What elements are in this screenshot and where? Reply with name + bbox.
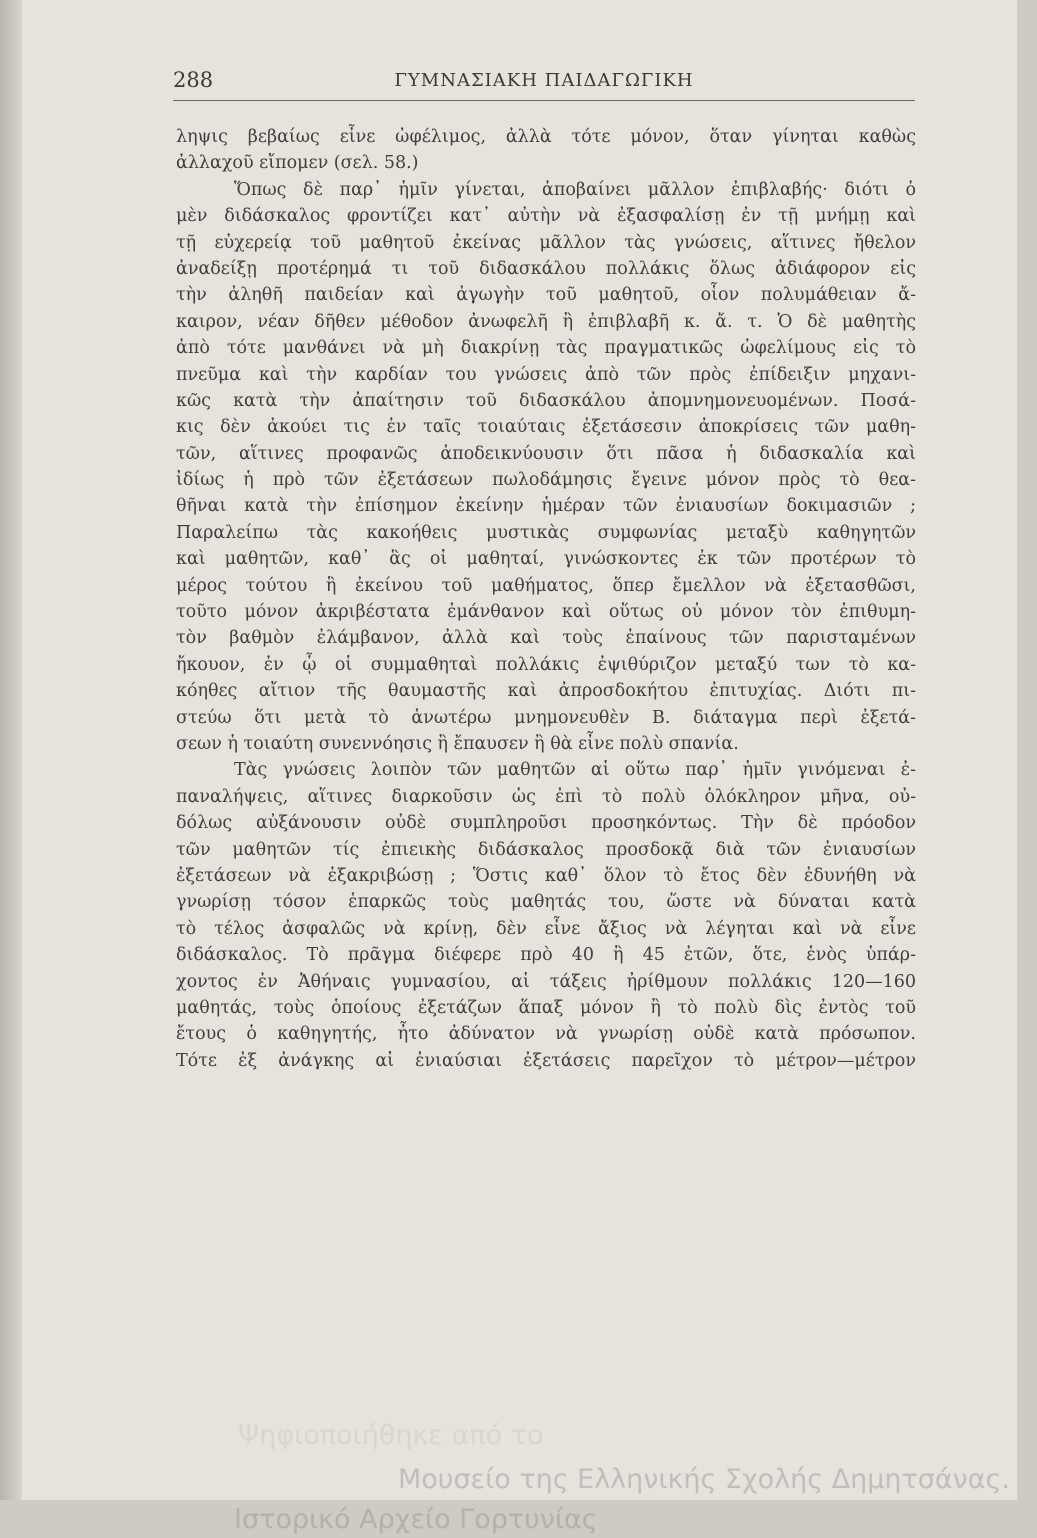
text-line: διδάσκαλος. Τὸ πρᾶγμα διέφερε πρὸ 40 ἢ 45 ἐτῶν, ὅτε, ἑνὸς ὑπάρ- xyxy=(176,945,916,966)
text-line: ἐξετάσεων νὰ ἐξακριβώσῃ ; Ὅστις καθ᾽ ὅλον τὸ ἔτος δὲν ἐδυνήθη νὰ xyxy=(176,865,916,886)
text-line: κις δὲν ἀκούει τις ἐν ταῖς τοιαύταις ἐξετάσεσιν ἀποκρίσεις τῶν μαθη- xyxy=(176,417,916,438)
text-line: καιρον, νέαν δῆθεν μέθοδον ἀνωφελῆ ἢ ἐπιβλαβῆ κ. ἄ. τ. Ὁ δὲ μαθητὴς xyxy=(176,311,916,332)
text-line: κῶς κατὰ τὴν ἀπαίτησιν τοῦ διδασκάλου ἀπομνημονευομένων. Ποσά- xyxy=(176,390,916,411)
body-text xyxy=(176,124,916,1074)
page-number: 288 xyxy=(173,68,214,92)
text-line: Ὅπως δὲ παρ᾽ ἡμῖν γίνεται, ἀποβαίνει μᾶλλον ἐπιβλαβής· διότι ὁ xyxy=(234,179,916,200)
text-line: τῶν μαθητῶν τίς ἐπιεικὴς διδάσκαλος προσδοκᾷ διὰ τῶν ἐνιαυσίων xyxy=(176,839,916,860)
running-title: ΓΥΜΝΑΣΙΑΚΗ ΠΑΙΔΑΓΩΓΙΚΗ xyxy=(394,70,694,91)
watermark xyxy=(190,1418,1010,1538)
text-line: θῆναι κατὰ τὴν ἐπίσημον ἐκείνην ἡμέραν τῶν ἐνιαυσίων δοκιμασιῶν ; xyxy=(176,496,916,517)
watermark-line-3: Ιστορικό Αρχείο Γορτυνίας xyxy=(234,1504,598,1535)
watermark-line-2: Μουσείο της Ελληνικής Σχολής Δημητσάνας. xyxy=(397,1464,1010,1495)
text-line: σεων ἡ τοιαύτη συνεννόησις ἢ ἔπαυσεν ἢ θὰ εἶνε πολὺ σπανία. xyxy=(176,733,739,754)
text-line: παναλήψεις, αἵτινες διαρκοῦσιν ὡς ἐπὶ τὸ πολὺ ὁλόκληρον μῆνα, οὐ- xyxy=(176,786,916,807)
text-line: ἀναδείξῃ προτέρημά τι τοῦ διδασκάλου πολλάκις ὅλως ἀδιάφορον εἰς xyxy=(176,258,916,279)
text-line: μέρος τούτου ἢ ἐκείνου τοῦ μαθήματος, ὅπερ ἔμελλον νὰ ἐξετασθῶσι, xyxy=(176,575,916,596)
text-line: γνωρίσῃ τόσον ἐπαρκῶς τοὺς μαθητάς του, ὥστε νὰ δύναται κατὰ xyxy=(176,892,916,913)
text-line: ἀλλαχοῦ εἴπομεν (σελ. 58.) xyxy=(176,153,419,174)
text-line: μὲν διδάσκαλος φροντίζει κατ᾽ αὐτὴν νὰ ἐξασφαλίσῃ ἐν τῇ μνήμῃ καὶ xyxy=(176,206,916,227)
text-line: Παραλείπω τὰς κακοήθεις μυστικὰς συμφωνίας μεταξὺ καθηγητῶν xyxy=(176,522,916,543)
text-line: δόλως αὐξάνουσιν οὐδὲ συμπληροῦσι προσηκόντως. Τὴν δὲ πρόοδον xyxy=(176,813,916,834)
watermark-line-1: Ψηφιοποιήθηκε από το xyxy=(238,1420,544,1451)
text-line: Τὰς γνώσεις λοιπὸν τῶν μαθητῶν αἱ οὕτω παρ᾽ ἡμῖν γινόμεναι ἐ- xyxy=(234,760,916,781)
text-line: ἀπὸ τότε μανθάνει νὰ μὴ διακρίνῃ τὰς πραγματικῶς ὠφελίμους εἰς τὸ xyxy=(176,338,916,359)
page-edge xyxy=(0,0,22,1500)
text-line: Τότε ἐξ ἀνάγκης αἱ ἐνιαύσιαι ἐξετάσεις παρεῖχον τὸ μέτρον—μέτρον xyxy=(176,1050,916,1071)
text-line: κόηθες αἴτιον τῆς θαυμαστῆς καὶ ἀπροσδοκήτου ἐπιτυχίας. Διότι πι- xyxy=(176,681,916,702)
text-line: τὸν βαθμὸν ἐλάμβανον, ἀλλὰ καὶ τοὺς ἐπαίνους τῶν παρισταμένων xyxy=(176,628,916,649)
text-line: μαθητάς, τοὺς ὁποίους ἐξετάζων ἅπαξ μόνον ἢ τὸ πολὺ δὶς ἐντὸς τοῦ xyxy=(176,997,916,1018)
text-line: τὴν ἀληθῆ παιδείαν καὶ ἀγωγὴν τοῦ μαθητοῦ, οἷον πολυμάθειαν ἄ- xyxy=(176,285,916,306)
text-line: χοντος ἐν Ἀθήναις γυμνασίου, αἱ τάξεις ἠρίθμουν πολλάκις 120—160 xyxy=(176,971,916,992)
text-line: τῇ εὐχερείᾳ τοῦ μαθητοῦ ἐκείνας μᾶλλον τὰς γνώσεις, αἵτινες ἤθελον xyxy=(176,232,916,253)
text-line: ληψις βεβαίως εἶνε ὠφέλιμος, ἀλλὰ τότε μόνον, ὅταν γίνηται καθὼς xyxy=(176,127,916,147)
text-line: ἔτους ὁ καθηγητής, ἦτο ἀδύνατον νὰ γνωρίσῃ οὐδὲ κατὰ πρόσωπον. xyxy=(176,1024,916,1045)
text-line: καὶ μαθητῶν, καθ᾽ ἃς οἱ μαθηταί, γινώσκοντες ἐκ τῶν προτέρων τὸ xyxy=(176,549,916,570)
text-line: πνεῦμα καὶ τὴν καρδίαν του γνώσεις ἀπὸ τῶν πρὸς ἐπίδειξιν μηχανι- xyxy=(176,364,916,385)
text-line: τῶν, αἵτινες προφανῶς ἀποδεικνύουσιν ὅτι πᾶσα ἡ διδασκαλία καὶ xyxy=(176,443,916,464)
text-line: ἤκουον, ἐν ᾧ οἱ συμμαθηταὶ πολλάκις ἐψιθύριζον μεταξύ των τὸ κα- xyxy=(176,654,916,675)
text-line: ἰδίως ἡ πρὸ τῶν ἐξετάσεων πωλοδάμησις ἔγεινε μόνον πρὸς τὸ θεα- xyxy=(176,470,916,491)
text-line: στεύω ὅτι μετὰ τὸ ἀνωτέρω μνημονευθὲν Β. διάταγμα περὶ ἐξετά- xyxy=(176,707,916,728)
text-line: τὸ τέλος ἀσφαλῶς νὰ κρίνῃ, δὲν εἶνε ἄξιος νὰ λέγηται καὶ νὰ εἶνε xyxy=(176,918,916,939)
text-line: τοῦτο μόνον ἀκριβέστατα ἐμάνθανον καὶ οὕτως οὐ μόνον τὸν ἐπιθυμη- xyxy=(176,602,916,623)
page-header xyxy=(173,66,915,101)
